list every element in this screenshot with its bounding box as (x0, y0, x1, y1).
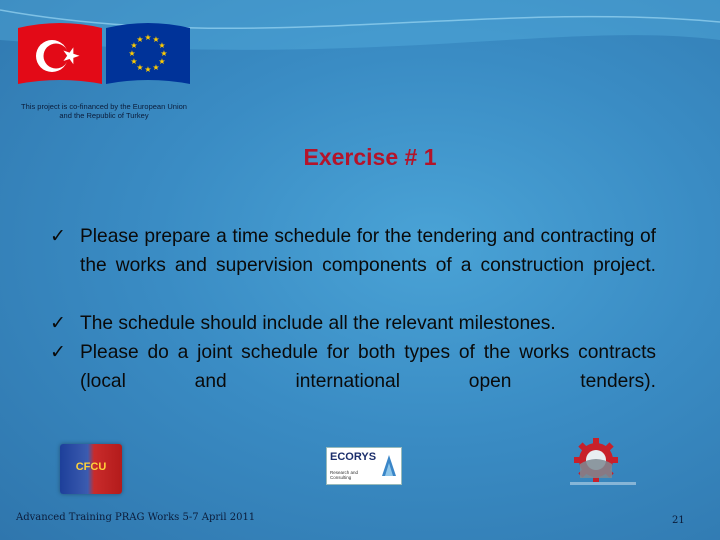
ecorys-logo-text: ECORYS (330, 451, 377, 463)
svg-text:★: ★ (160, 49, 168, 58)
cfcu-logo-text: CFCU (75, 461, 107, 473)
svg-text:★: ★ (144, 33, 152, 42)
cfcu-logo (60, 444, 122, 494)
ecorys-triangle-icon (381, 454, 397, 478)
svg-text:★: ★ (130, 57, 138, 66)
bullet-text: Please prepare a time schedule for the tendering and contracting of the works and supervision components of a construction project. (80, 226, 656, 276)
cofinance-note (12, 102, 196, 120)
slide-title: Exercise # 1 (303, 144, 437, 170)
svg-text:★: ★ (136, 63, 144, 72)
checkmark-icon: ✓ (50, 226, 66, 247)
ecorys-tagline: Research and Consulting (330, 470, 359, 480)
bullet-text: The schedule should include all the relevant milestones. (80, 313, 556, 334)
page-number: 21 (672, 515, 685, 526)
turkey-flag-icon (18, 23, 102, 84)
svg-text:★: ★ (158, 41, 166, 50)
footer-text: Advanced Training PRAG Works 5-7 April 2011 (16, 512, 256, 523)
checkmark-icon: ✓ (50, 342, 66, 363)
flags-logo (14, 18, 194, 96)
cofinance-line-1: This project is co-financed by the European Union (21, 102, 187, 111)
svg-text:★: ★ (152, 63, 160, 72)
bullet-list (50, 222, 656, 425)
svg-text:★: ★ (136, 35, 144, 44)
svg-text:★: ★ (158, 57, 166, 66)
eu-flag-icon (106, 23, 190, 84)
svg-text:★: ★ (130, 41, 138, 50)
bullet-item (50, 309, 656, 338)
svg-text:★: ★ (144, 65, 152, 74)
bullet-item (50, 222, 656, 309)
ecorys-logo (326, 447, 402, 485)
cofinance-line-2: and the Republic of Turkey (59, 111, 149, 120)
gear-logo-icon (566, 436, 638, 490)
svg-text:★: ★ (152, 35, 160, 44)
checkmark-icon: ✓ (50, 313, 66, 334)
bullet-item (50, 338, 656, 425)
svg-text:★: ★ (128, 49, 136, 58)
bullet-text: Please do a joint schedule for both types of the works contracts (local and international open tenders). (80, 342, 656, 392)
